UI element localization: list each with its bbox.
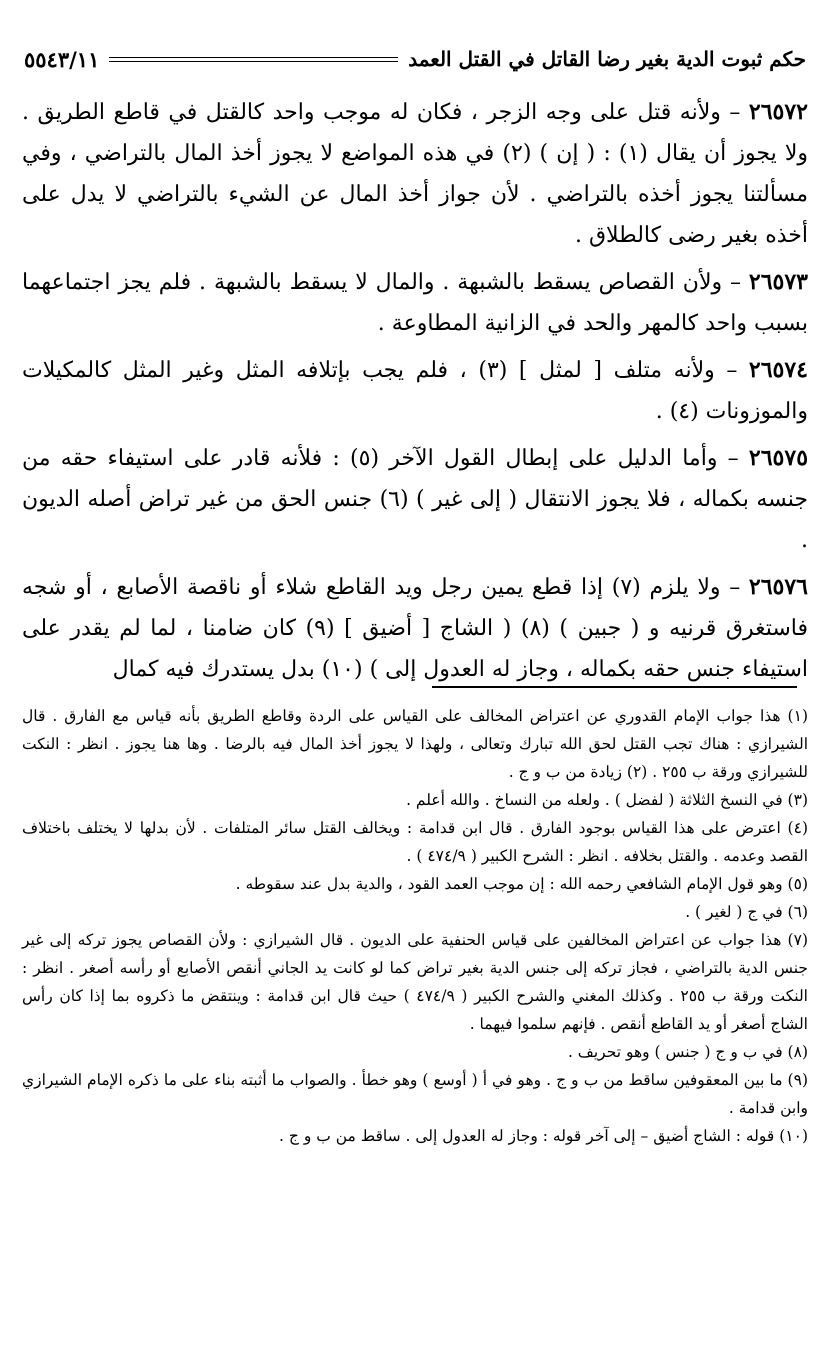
paragraph — [22, 438, 808, 561]
paragraph-text: – ولأن القصاص يسقط بالشبهة . والمال لا يسقط بالشبهة . فلم يجز اجتماعهما بسبب واحد كالمهر والحد في الزانية المطاوعة . — [22, 270, 808, 336]
paragraph-number: ٢٦٥٧٢ — [748, 99, 808, 125]
footnote: (٨) في ب و ج ( جنس ) وهو تحريف . — [567, 1043, 808, 1061]
footnote: (١٠) قوله : الشاج أضيق – إلى آخر قوله : وجاز له العدول إلى . ساقط من ب و ج . — [279, 1127, 808, 1145]
footnote: (١) هذا جواب الإمام القدوري عن اعتراض المخالف على القياس على الردة وقاطع الطريق بأنه قياس مع الفارق . قال الشيرازي : هناك تجب القتل لحق الله تبارك وتعالى ، ولهذا لا يجوز أخذ المال فيه بالرضا . وها هنا يجوز . انظر : النكت للشيرازي ورقة ب ٢٥٥ . (٢) زيادة من ب و ج . — [22, 707, 808, 781]
paragraph-text: – ولا يلزم (٧) إذا قطع يمين رجل ويد القاطع شلاء أو ناقصة الأصابع ، أو شجه فاستغرق قرنيه و ( جبين ) (٨) ( الشاج [ أضيق ] (٩) كان ضامنا ، لما لم يقدر على استيفاء جنس حقه بكماله ، وجاز له العدول إلى ) (١٠) بدل يستدرك فيه كمال — [22, 575, 809, 682]
paragraph-number: ٢٦٥٧٤ — [748, 357, 808, 383]
footnote: (٧) هذا جواب عن اعتراض المخالفين على قياس الحنفية على الديون . قال الشيرازي : ولأن القصاص يجوز تركه إلى غير جنس الدية بالتراضي ، فجاز تركه إلى جنس الدية بغير تراض كما لو كانت يد الجاني أنقص الأصابع أو رأسه أصغر . انظر : النكت ورقة ب ٢٥٥ . وكذلك المغني والشرح الكبير ( ٤٧٤/٩ ) حيث قال ابن قدامة : وينتقض ما ذكروه بما إذا كان رأس الشاج أصغر أو يد القاطع أنقص . فإنهم سلموا فيهما . — [22, 931, 808, 1033]
main-text — [22, 92, 808, 696]
paragraph — [22, 92, 808, 256]
footnote: (٥) وهو قول الإمام الشافعي رحمه الله : إن موجب العمد القود ، والدية بدل عند سقوطه . — [235, 875, 808, 893]
running-header — [24, 42, 806, 76]
paragraph — [22, 567, 808, 690]
paragraph — [22, 350, 808, 432]
footnotes — [22, 702, 808, 1150]
paragraph-text: – ولأنه متلف [ لمثل ] (٣) ، فلم يجب بإتلافه المثل وغير المثل كالمكيلات والموزونات (٤) . — [22, 358, 808, 424]
running-title: حكم ثبوت الدية بغير رضا القاتل في القتل العمد — [408, 47, 806, 71]
footnote-separator — [432, 686, 797, 688]
page-number: ٥٥٤٣/١١ — [24, 46, 100, 72]
paragraph-number: ٢٦٥٧٦ — [748, 574, 808, 600]
paragraph-number: ٢٦٥٧٥ — [748, 445, 809, 471]
footnote: (٤) اعترض على هذا القياس بوجود الفارق . قال ابن قدامة : ويخالف القتل سائر المتلفات . لأن بدلها لا يختلف باختلاف القصد وعدمه . والقتل بخلافه . انظر : الشرح الكبير ( ٤٧٤/٩ ) . — [22, 819, 808, 865]
footnote: (٩) ما بين المعقوفين ساقط من ب و ج . وهو في أ ( أوسع ) وهو خطأ . والصواب ما أثبته بناء على ما ذكره الإمام الشيرازي وابن قدامة . — [22, 1071, 808, 1117]
paragraph-number: ٢٦٥٧٣ — [748, 269, 808, 295]
paragraph-text: – وأما الدليل على إبطال القول الآخر (٥) : فلأنه قادر على استيفاء حقه من جنسه بكماله ، فلا يجوز الانتقال ( إلى غير ) (٦) جنس الحق من غير تراض أصله الديون . — [22, 446, 808, 553]
paragraph — [22, 262, 808, 344]
footnote: (٦) في ج ( لغير ) . — [685, 903, 808, 921]
paragraph-text: – ولأنه قتل على وجه الزجر ، فكان له موجب واحد كالقتل في قاطع الطريق . ولا يجوز أن يقال (١) : ( إن ) (٢) في هذه المواضع لا يجوز أخذ المال بالتراضي ، وفي مسألتنا يجوز أخذه بالتراضي . لأن جواز أخذ المال عن الشيء بالتراضي لا يدل على أخذه بغير رضى كالطلاق . — [22, 100, 808, 248]
header-rule — [109, 57, 398, 62]
footnote: (٣) في النسخ الثلاثة ( لفضل ) . ولعله من النساخ . والله أعلم . — [406, 791, 808, 809]
